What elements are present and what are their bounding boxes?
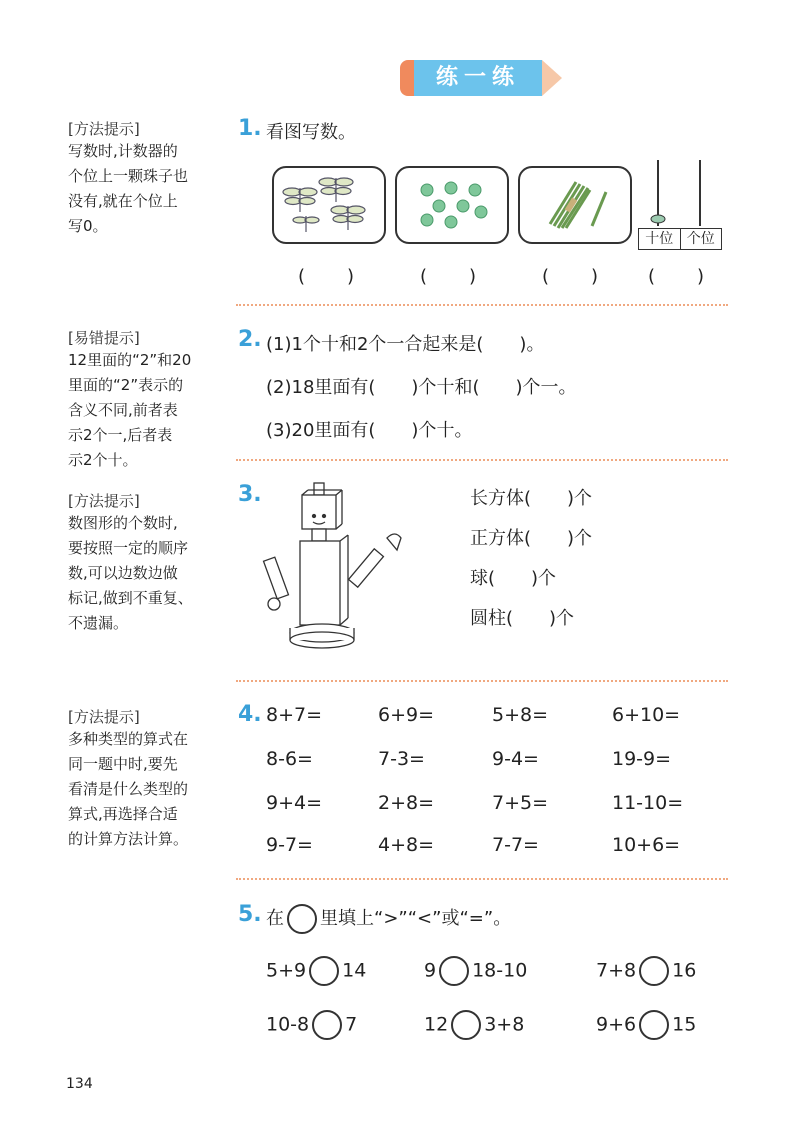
question-2-number: 2. (238, 327, 262, 352)
question-4-number: 4. (238, 702, 262, 727)
tip-2 (68, 327, 218, 473)
divider (236, 878, 728, 880)
equation: 6+10= (612, 704, 681, 726)
compare-circle[interactable] (639, 956, 669, 986)
circle-icon (287, 904, 317, 934)
equation: 9-7= (266, 834, 313, 856)
tip-1 (68, 118, 218, 239)
abacus-rods (636, 158, 722, 228)
equation: 9+4= (266, 792, 323, 814)
question-3-item-1: 长方体( )个 (470, 488, 593, 509)
equation: 7-3= (378, 748, 425, 770)
tip-label: [易错提示] (68, 329, 140, 347)
question-5-text: 在 里填上“>”“<”或“=”。 (266, 904, 511, 934)
tip-text: 数图形的个数时, 要按照一定的顺序 数,可以边数边做 标记,做到不重复、 不遗漏。 (68, 514, 193, 632)
equation: 6+9= (378, 704, 435, 726)
compare-circle[interactable] (451, 1010, 481, 1040)
abacus (636, 158, 722, 250)
question-3-item-2: 正方体( )个 (470, 528, 593, 549)
question-2-item-3: (3)20里面有( )个十。 (266, 420, 473, 441)
question-3-item-4: 圆柱( )个 (470, 608, 575, 629)
comparison: 12 3+8 (424, 1010, 524, 1040)
divider (236, 304, 728, 306)
sticks-picture (518, 166, 632, 244)
compare-circle[interactable] (312, 1010, 342, 1040)
equation: 8+7= (266, 704, 323, 726)
compare-circle[interactable] (439, 956, 469, 986)
question-1-text: 看图写数。 (266, 122, 356, 143)
tip-3 (68, 490, 218, 636)
tip-text: 多种类型的算式在 同一题中时,要先 看清是什么类型的 算式,再选择合适 的计算方法计算。 (68, 730, 189, 848)
abacus-labels (638, 228, 722, 250)
equation: 7+5= (492, 792, 549, 814)
tip-label: [方法提示] (68, 492, 140, 510)
equation: 2+8= (378, 792, 435, 814)
tip-text: 12里面的“2”和20 里面的“2”表示的 含义不同,前者表 示2个一,后者表 示2个十。 (68, 351, 192, 469)
compare-circle[interactable] (639, 1010, 669, 1040)
tens-label: 十位 (639, 229, 681, 249)
section-banner (400, 60, 565, 96)
robot-shapes-icon (262, 478, 432, 650)
comparison: 10-8 7 (266, 1010, 357, 1040)
question-5-number: 5. (238, 902, 262, 927)
equation: 4+8= (378, 834, 435, 856)
page-number: 134 (66, 1076, 93, 1092)
equation: 8-6= (266, 748, 313, 770)
tip-label: [方法提示] (68, 120, 140, 138)
answer-blank-2[interactable]: ( ) (420, 266, 479, 287)
equation: 19-9= (612, 748, 672, 770)
equation: 5+8= (492, 704, 549, 726)
tip-text: 写数时,计数器的 个位上一颗珠子也 没有,就在个位上 写0。 (68, 142, 189, 235)
question-2-item-1: (1)1个十和2个一合起来是( )。 (266, 334, 545, 355)
divider (236, 680, 728, 682)
comparison: 7+8 16 (596, 956, 696, 986)
answer-blank-1[interactable]: ( ) (298, 266, 357, 287)
equation: 10+6= (612, 834, 681, 856)
tip-4 (68, 706, 218, 852)
robot-picture (262, 478, 432, 650)
dragonflies-picture (272, 166, 386, 244)
comparison: 9 18-10 (424, 956, 527, 986)
dragonfly-icon (274, 168, 384, 242)
answer-blank-4[interactable]: ( ) (648, 266, 707, 287)
tip-label: [方法提示] (68, 708, 140, 726)
divider (236, 459, 728, 461)
equation: 11-10= (612, 792, 684, 814)
comparison: 5+9 14 (266, 956, 366, 986)
equation: 7-7= (492, 834, 539, 856)
balls-picture (395, 166, 509, 244)
banner-title: 练一练 (414, 60, 542, 96)
question-2-item-2: (2)18里面有( )个十和( )个一。 (266, 377, 577, 398)
answer-blank-3[interactable]: ( ) (542, 266, 601, 287)
sticks-bundle-icon (520, 168, 630, 242)
equation: 9-4= (492, 748, 539, 770)
green-ball-icon (397, 168, 507, 242)
question-1-number: 1. (238, 116, 262, 141)
question-3-number: 3. (238, 482, 262, 507)
comparison: 9+6 15 (596, 1010, 696, 1040)
question-3-item-3: 球( )个 (470, 568, 557, 589)
ones-label: 个位 (686, 231, 715, 247)
compare-circle[interactable] (309, 956, 339, 986)
